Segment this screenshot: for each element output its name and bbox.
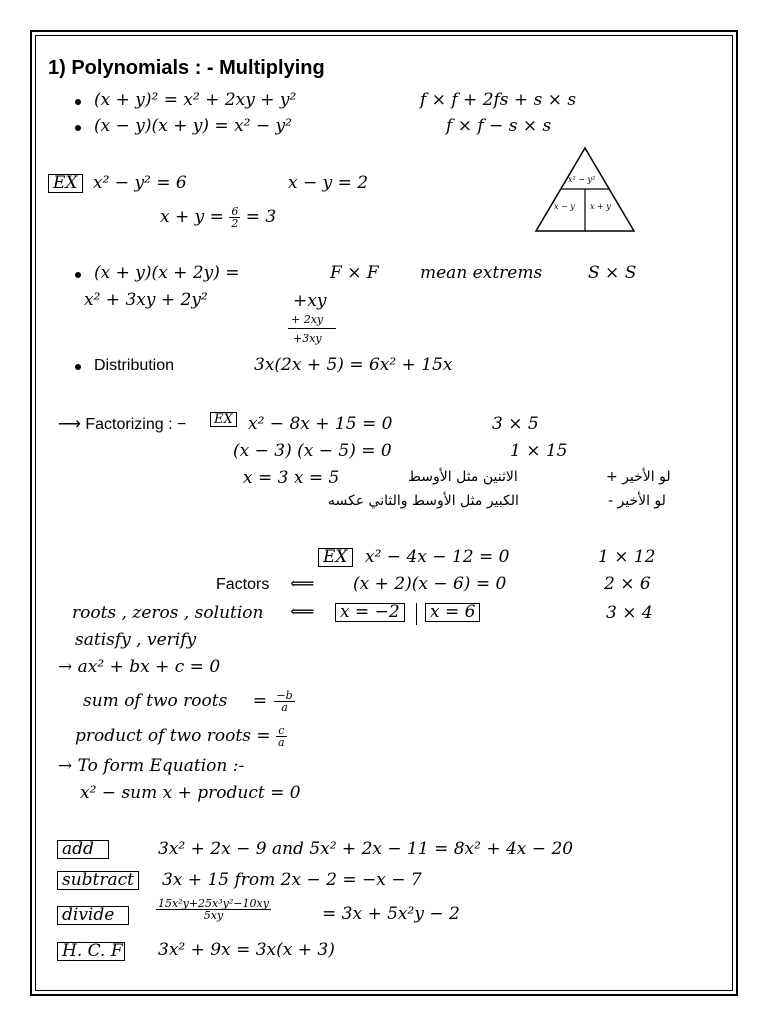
add-equation: 3x² + 2x − 9 and 5x² + 2x − 11 = 8x² + 4x − 20 xyxy=(158,839,574,859)
arabic-condition-minus: لو الأخير - xyxy=(608,493,666,509)
distribution-equation: 3x(2x + 5) = 6x² + 15x xyxy=(254,355,453,375)
factorizing-example-label: EX xyxy=(210,412,237,427)
implies-arrow-2: ⟸ xyxy=(290,602,315,622)
partial-term-2: + 2xy xyxy=(291,313,324,326)
partial-sum: +3xy xyxy=(293,332,322,345)
first-times-first: F × F xyxy=(330,263,379,283)
difference-rule: f × f − s × s xyxy=(446,116,552,136)
partial-term-1: +xy xyxy=(293,291,327,311)
arabic-condition-plus: لو الأخير + xyxy=(606,469,671,485)
factor-pair-1: 3 × 5 xyxy=(492,414,539,434)
sum-of-roots-label: sum of two roots = $\frac{-b}{a}$ xyxy=(83,689,293,714)
form-equation-label: → To form Equation :- xyxy=(58,756,245,776)
triangle-left-label: x − y xyxy=(554,202,575,211)
hcf-label: H. C. F xyxy=(57,942,125,961)
product-result: x² + 3xy + 2y² xyxy=(84,290,208,310)
arabic-note-plus: الاثنين مثل الأوسط xyxy=(408,469,518,485)
implies-arrow: ⟸ xyxy=(290,574,315,594)
satisfy-verify: satisfy , verify xyxy=(75,630,197,650)
sum-line xyxy=(288,328,336,329)
factor-pair-2: 1 × 15 xyxy=(510,441,568,461)
triangle-top-label: x² − y² xyxy=(568,175,596,184)
example-2-equation: x² − 4x − 12 = 0 xyxy=(365,547,510,567)
bullet xyxy=(75,99,81,105)
difference-identity: (x − y)(x + y) = x² − y² xyxy=(94,116,292,136)
factors-label: Factors xyxy=(216,576,270,593)
separator xyxy=(416,603,417,625)
distribution-label: Distribution xyxy=(94,357,175,374)
factor-pair-c: 3 × 4 xyxy=(606,603,653,623)
example-2-label: EX xyxy=(318,548,353,567)
subtract-label: subtract xyxy=(57,871,139,890)
arabic-note-minus: الكبير مثل الأوسط والثاني عكسه xyxy=(328,493,519,509)
factor-pair-b: 2 × 6 xyxy=(604,574,651,594)
root-1-box: x = −2 xyxy=(335,603,405,622)
factored-form: (x − 3) (x − 5) = 0 xyxy=(233,441,392,461)
section-title: 1) Polynomials : - Multiplying xyxy=(48,57,325,79)
bullet xyxy=(75,364,81,370)
divide-fraction: $\frac{\text{15x²y+25x³y²−10xy}}{5xy}$ xyxy=(158,897,269,922)
divide-label: divide xyxy=(57,906,129,925)
quadratic-general: → ax² + bx + c = 0 xyxy=(58,657,221,677)
fraction: $\frac{6}{2}$ xyxy=(231,205,239,230)
bullet xyxy=(75,125,81,131)
hcf-equation: 3x² + 9x = 3x(x + 3) xyxy=(158,940,335,960)
add-label: add xyxy=(57,840,109,859)
example-result: x + y = $\frac{6}{2}$ = 3 xyxy=(160,205,277,230)
factor-pair-a: 1 × 12 xyxy=(598,547,656,567)
form-equation: x² − sum x + product = 0 xyxy=(80,783,301,803)
subtract-equation: 3x + 15 from 2x − 2 = −x − 7 xyxy=(162,870,422,890)
mean-extremes: mean extrems xyxy=(420,263,543,283)
difference-triangle-diagram xyxy=(534,145,644,235)
factorizing-equation: x² − 8x + 15 = 0 xyxy=(248,414,393,434)
product-fraction: $\frac{c}{a}$ xyxy=(278,724,285,749)
root-2-box: x = 6 xyxy=(425,603,480,622)
example-2-factored: (x + 2)(x − 6) = 0 xyxy=(353,574,507,594)
product-expression: (x + y)(x + 2y) = xyxy=(94,263,240,283)
divide-result: = 3x + 5x²y − 2 xyxy=(322,904,460,924)
example-label: EX xyxy=(48,174,83,193)
sum-fraction: $\frac{-b}{a}$ xyxy=(276,689,293,714)
triangle-right-label: x + y xyxy=(590,202,611,211)
example-equation: x² − y² = 6 xyxy=(93,173,187,193)
square-rule: f × f + 2fs + s × s xyxy=(420,90,577,110)
second-times-second: S × S xyxy=(588,263,637,283)
bullet xyxy=(75,272,81,278)
factorizing-label: ⟶ Factorizing : − xyxy=(58,416,187,433)
factor-roots: x = 3 x = 5 xyxy=(243,468,340,488)
product-of-roots-label: product of two roots = $\frac{c}{a}$ xyxy=(75,724,285,749)
roots-label: roots , zeros , solution xyxy=(72,603,264,623)
square-identity: (x + y)² = x² + 2xy + y² xyxy=(94,90,297,110)
example-equation-2: x − y = 2 xyxy=(288,173,369,193)
